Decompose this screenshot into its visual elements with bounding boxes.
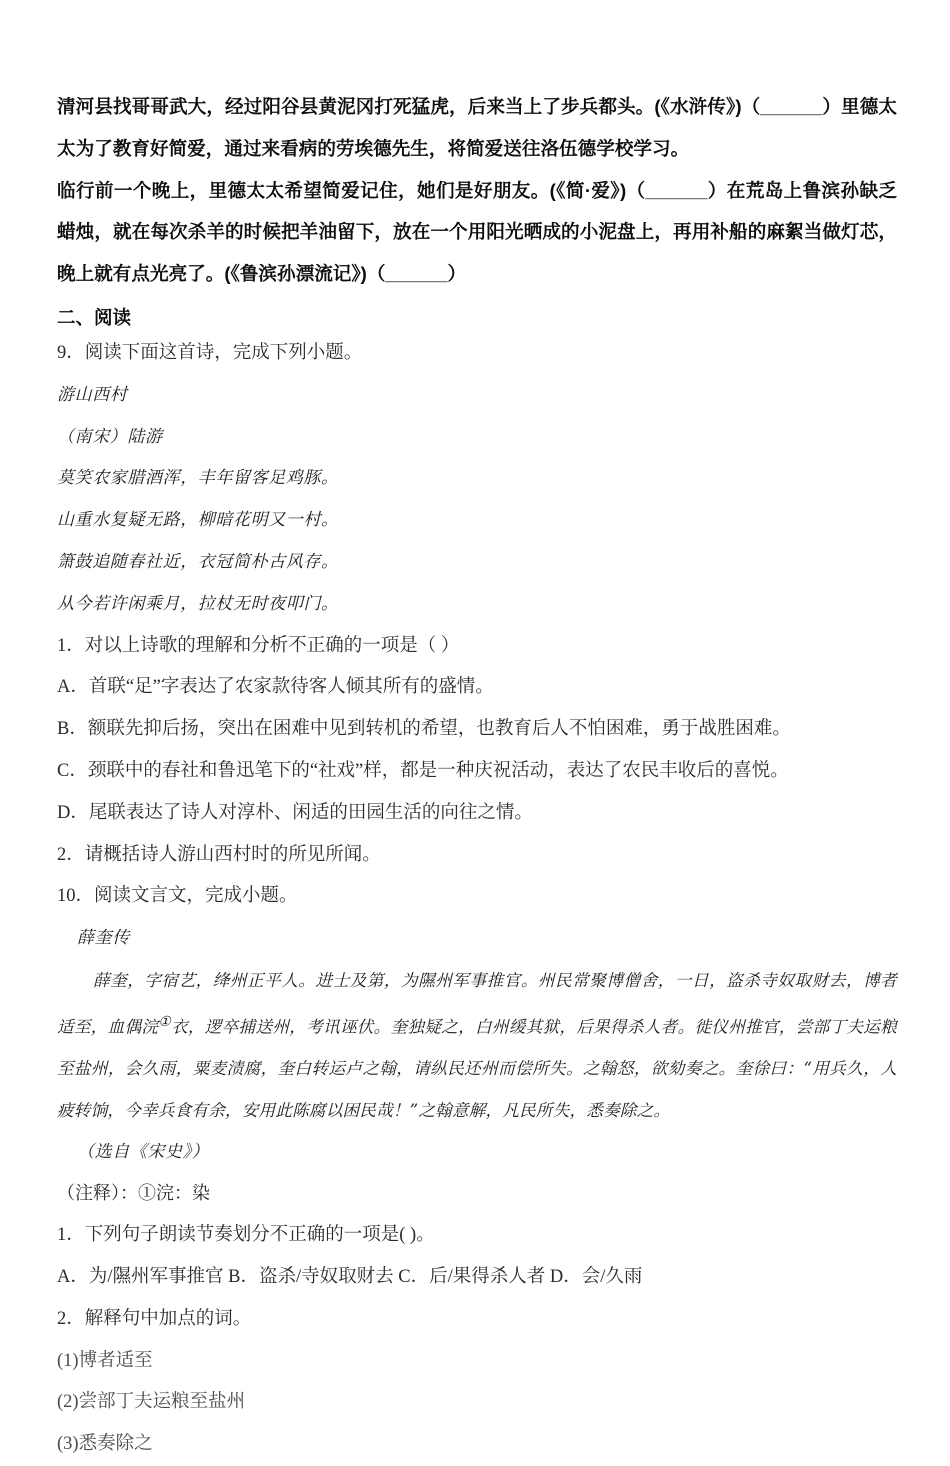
question-10-stem: 10．阅读文言文，完成小题。 (57, 886, 298, 907)
poem-line: 莫笑农家腊酒浑，丰年留客足鸡豚。 (57, 468, 339, 489)
question-10-sub-2-item-1: (1)博者适至 (57, 1350, 153, 1371)
poem-author: （南宋）陆游 (57, 426, 163, 447)
question-9-sub-2-stem: 2．请概括诗人游山西村时的所见所闻。 (57, 844, 381, 865)
poem-line: 山重水复疑无路，柳暗花明又一村。 (57, 510, 339, 531)
poem-line: 从今若许闲乘月，拉杖无时夜叩门。 (57, 593, 339, 614)
paragraph-top-line-1: 清河县找哥哥武大，经过阳谷县黄泥冈打死猛虎，后来当上了步兵都头。(《水浒传》)（______）里德太太为了教育好简爱，通过来看病的劳埃德先生，将简爱送往洛伍德学校学习。 (57, 96, 897, 159)
question-9-sub-1-stem: 1．对以上诗歌的理解和分析不正确的一项是（ ） (57, 635, 460, 656)
question-9-stem: 9．阅读下面这首诗，完成下列小题。 (57, 342, 363, 363)
passage-source: （选自《宋史》） (77, 1141, 210, 1162)
poem-title: 游山西村 (57, 384, 128, 405)
section-heading-reading: 二、阅读 (57, 306, 132, 328)
passage-body: 薛奎，字宿艺，绛州正平人。进士及第，为隰州军事推官。州民常聚博僧舍，一日，盗杀寺奴取财去，博者适至，血偶浣①衣，逻卒捕送州，考讯诬伏。奎独疑之，白州缓其狱，后果得杀人者。徙仪州推官，尝部丁夫运粮至盐州，会久雨，粟麦渍腐，奎白转运卢之翰，请纵民还州而偿所失。之翰怒，欲劾奏之。奎徐曰：“用兵久，人疲转饷，今幸兵食有余，安用此陈腐以困民哉！”之翰意解，凡民所失，悉奏除之。 (57, 970, 897, 1120)
question-9-option-b: B．额联先抑后扬，突出在困难中见到转机的希望，也教育后人不怕困难，勇于战胜困难。 (57, 719, 791, 740)
paragraph-top-line-2: 临行前一个晚上，里德太太希望简爱记住，她们是好朋友。(《简·爱》)（______）在荒岛上鲁滨孙缺乏蜡烛，就在每次杀羊的时候把羊油留下，放在一个用阳光晒成的小泥盘上，再用补船的麻絮当做灯芯，晚上就有点光亮了。(《鲁滨孙漂流记》)（______） (57, 179, 897, 285)
question-10-sub-2-item-2: (2)尝部丁夫运粮至盐州 (57, 1392, 246, 1413)
question-9-option-a: A．首联“足”字表达了农家款待客人倾其所有的盛情。 (57, 677, 494, 698)
question-10-sub-2-item-3: (3)悉奏除之 (57, 1434, 153, 1455)
question-10-sub-2-stem: 2．解释句中加点的词。 (57, 1308, 252, 1329)
question-10-sub-1-options: A．为/隰州军事推官 B．盗杀/寺奴取财去 C．后/果得杀人者 D．会/久雨 (57, 1267, 643, 1288)
question-9-option-c: C．颈联中的春社和鲁迅笔下的“社戏”样，都是一种庆祝活动，表达了农民丰收后的喜悦。 (57, 760, 789, 781)
document-content (57, 86, 897, 1466)
passage-title: 薛奎传 (77, 928, 130, 949)
question-10-sub-1-stem: 1．下列句子朗读节奏划分不正确的一项是( )。 (57, 1225, 435, 1246)
poem-line: 箫鼓追随春社近，衣冠简朴古风存。 (57, 551, 339, 572)
passage-footnote: （注释）：①浣：染 (57, 1183, 210, 1204)
question-9-option-d: D．尾联表达了诗人对淳朴、闲适的田园生活的向往之情。 (57, 802, 533, 823)
